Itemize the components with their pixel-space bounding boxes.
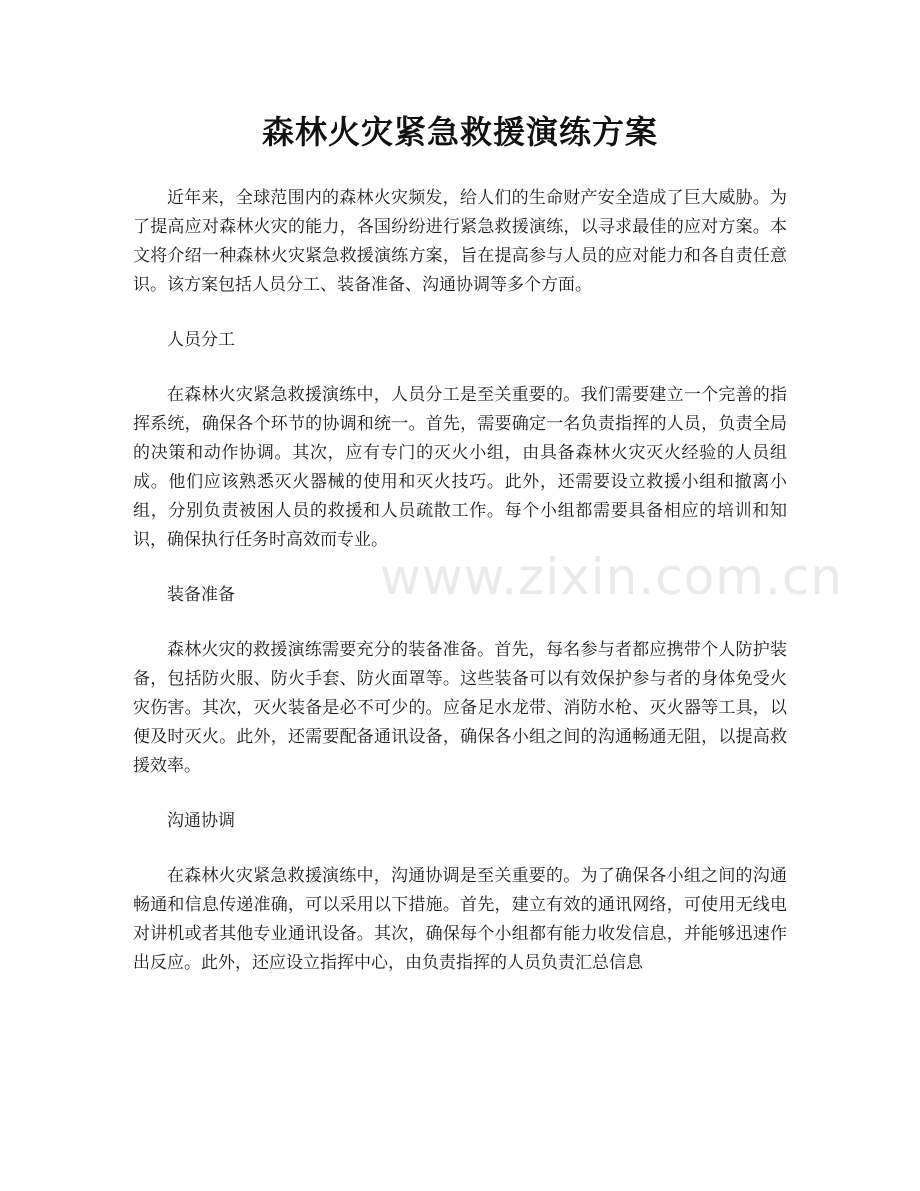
watermark-text: www.zixin.com.cn [380,548,844,606]
section-heading-communication: 沟通协调 [167,811,235,831]
spacer [133,781,787,807]
section-heading-staffing: 人员分工 [167,330,235,350]
spacer [133,555,787,581]
section-body-equipment: 森林火灾的救援演练需要充分的装备准备。首先，每名参与者都应携带个人防护装备，包括防火服、防火手套、防火面罩等。这些装备可以有效保护参与者的身体免受火灾伤害。其次，灭火装备是必不可少的。应备足水龙带、消防水枪、灭火器等工具，以便及时灭火。此外，还需要配备通讯设备，确保各小组之间的沟通畅通无阻，以提高救援效率。 [133,640,787,776]
intro-paragraph: 近年来，全球范围内的森林火灾频发，给人们的生命财产安全造成了巨大威胁。为了提高应对森林火灾的能力，各国纷纷进行紧急救援演练，以寻求最佳的应对方案。本文将介绍一种森林火灾紧急救援演练方案，旨在提高参与人员的应对能力和各自责任意识。该方案包括人员分工、装备准备、沟通协调等多个方面。 [133,188,787,295]
document-title: 森林火灾紧急救援演练方案 [261,113,658,151]
spacer [133,610,787,636]
section-body-communication: 在森林火灾紧急救援演练中，沟通协调是至关重要的。为了确保各小组之间的沟通畅通和信息传递准确，可以采用以下措施。首先，建立有效的通讯网络，可使用无线电对讲机或者其他专业通讯设备。其次，确保每个小组都有能力收发信息，并能够迅速作出反应。此外，还应设立指挥中心，由负责指挥的人员负责汇总信息 [133,866,787,973]
section-heading-equipment: 装备准备 [167,585,235,605]
spacer [133,836,787,862]
spacer [133,355,787,381]
spacer [133,154,787,184]
spacer [133,300,787,326]
section-body-staffing: 在森林火灾紧急救援演练中，人员分工是至关重要的。我们需要建立一个完善的指挥系统，确保各个环节的协调和统一。首先，需要确定一名负责指挥的人员，负责全局的决策和动作协调。其次，应有专门的灭火小组，由具备森林火灾灭火经验的人员组成。他们应该熟悉灭火器械的使用和灭火技巧。此外，还需要设立救援小组和撤离小组，分别负责被困人员的救援和人员疏散工作。每个小组都需要具备相应的培训和知识，确保执行任务时高效而专业。 [133,385,787,550]
